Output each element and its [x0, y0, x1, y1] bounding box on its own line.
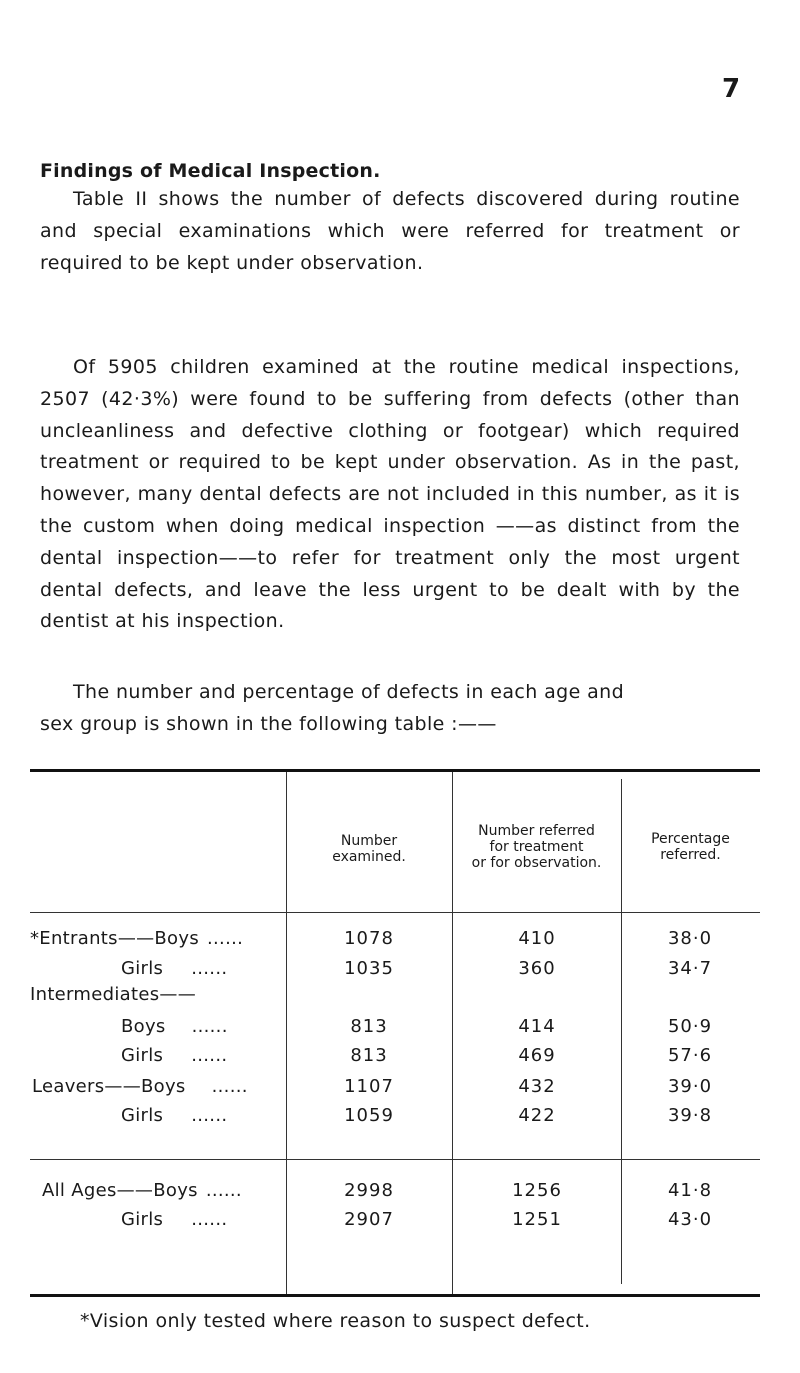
totals-divider: [30, 1159, 760, 1160]
cell-percent: 50·9: [667, 1016, 713, 1037]
row-label: Girls ......: [121, 1045, 228, 1066]
cell-examined: 1059: [344, 1105, 394, 1126]
cell-examined: 1107: [344, 1076, 394, 1097]
table-intro-line: The number and percentage of defects in each age and: [73, 681, 625, 703]
cell-referred: 469: [518, 1045, 556, 1066]
findings-paragraph: Of 5905 children examined at the routine medical inspections, 2507 (42·3%) were found to be suffering from defects (other than uncleanliness and defective clothing or footgear) which required treatment or required to be kept under observation. As in the past, however, many dental defects are not included in this number, as it is the custom when doing medical inspection ——as distinct from the dental inspection——to refer for treatment only the most urgent dental defects, and leave the less urgent to be dealt with by the dentist at his inspection.: [40, 356, 740, 633]
total-cell-percent: 41·8: [667, 1180, 713, 1201]
total-cell-examined: 2998: [344, 1180, 394, 1201]
cell-percent: 38·0: [667, 928, 713, 949]
row-label: Leavers——Boys ......: [32, 1076, 248, 1097]
row-label: Girls ......: [121, 1105, 228, 1126]
total-cell-referred: 1251: [512, 1209, 562, 1230]
cell-referred: 432: [518, 1076, 556, 1097]
cell-examined: 1035: [344, 958, 394, 979]
intro-paragraph: Table II shows the number of defects discovered during routine and special examinations which were referred for treatment or required to be kept under observation.: [40, 188, 740, 274]
cell-referred: 360: [518, 958, 556, 979]
table-bottom-rule: [30, 1294, 760, 1297]
header-number-examined: Number examined.: [332, 833, 406, 865]
row-label: Girls ......: [121, 958, 228, 979]
cell-examined: 1078: [344, 928, 394, 949]
page-number: 7: [722, 74, 741, 104]
row-label: Boys ......: [121, 1016, 228, 1037]
cell-examined: 813: [350, 1016, 388, 1037]
cell-percent: 34·7: [667, 958, 713, 979]
cell-examined: 813: [350, 1045, 388, 1066]
table-footnote: *Vision only tested where reason to suspect defect.: [80, 1310, 591, 1332]
total-row-label: Girls ......: [121, 1209, 228, 1230]
total-row-label: All Ages——Boys ......: [42, 1180, 242, 1201]
defects-table: [30, 769, 760, 1297]
table-intro-line: sex group is shown in the following table :——: [40, 712, 497, 735]
header-percentage-referred: Percentage referred.: [651, 831, 730, 863]
header-number-referred: Number referred for treatment or for observation.: [471, 823, 602, 871]
table-intro-paragraph: [40, 677, 740, 741]
cell-referred: 410: [518, 928, 556, 949]
table-top-rule: [30, 769, 760, 772]
cell-referred: 414: [518, 1016, 556, 1037]
section-label-intermediates: Intermediates——: [30, 984, 197, 1005]
section-heading: Findings of Medical Inspection.: [40, 160, 381, 182]
total-cell-referred: 1256: [512, 1180, 562, 1201]
total-cell-percent: 43·0: [667, 1209, 713, 1230]
cell-percent: 39·0: [667, 1076, 713, 1097]
row-label: *Entrants——Boys ......: [30, 928, 244, 949]
cell-percent: 39·8: [667, 1105, 713, 1126]
header-divider: [30, 912, 760, 913]
cell-referred: 422: [518, 1105, 556, 1126]
cell-percent: 57·6: [667, 1045, 713, 1066]
total-cell-examined: 2907: [344, 1209, 394, 1230]
